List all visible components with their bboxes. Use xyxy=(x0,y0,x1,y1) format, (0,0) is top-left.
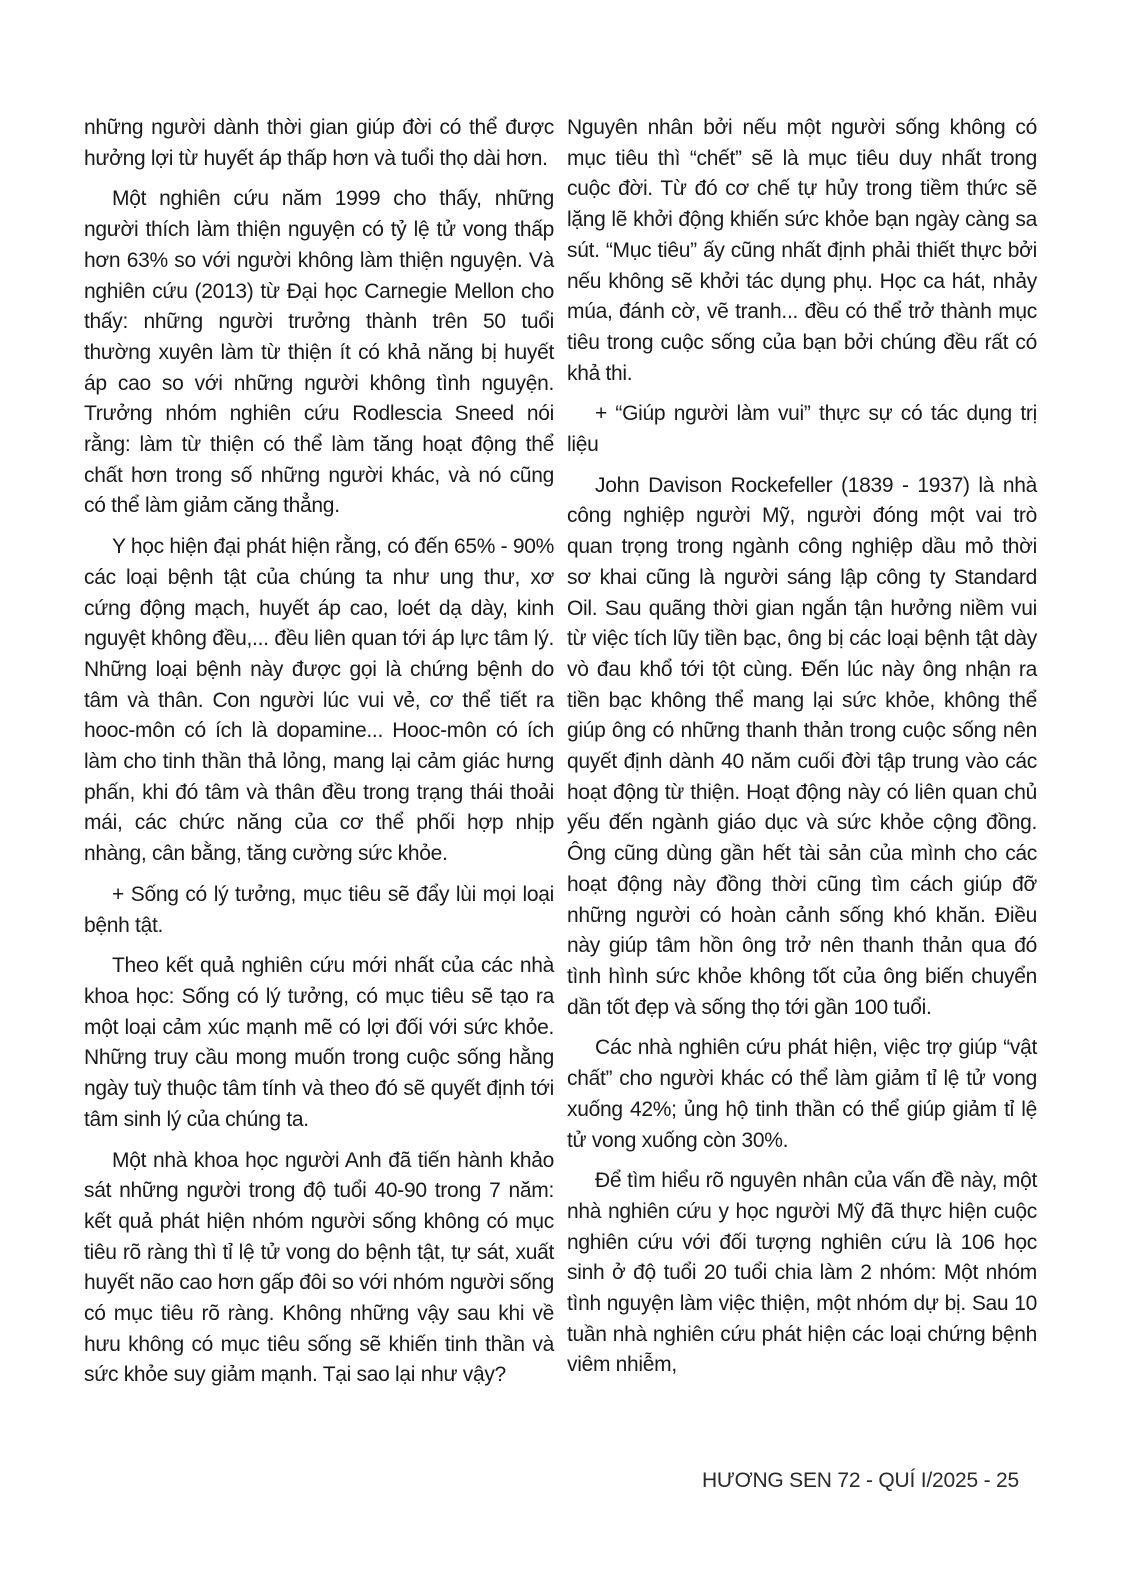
right-column xyxy=(567,113,1037,1391)
section-heading: + Sống có lý tưởng, mục tiêu sẽ đẩy lùi mọi loại bệnh tật. xyxy=(84,882,554,937)
paragraph: John Davison Rockefeller (1839 - 1937) là nhà công nghiệp người Mỹ, người đóng một vai trò quan trọng trong ngành công nghiệp dầu mỏ thời sơ khai cũng là người sáng lập công ty Standard Oil. Sau quãng thời gian ngắn tận hưởng niềm vui từ việc tích lũy tiền bạc, ông bị các loại bệnh tật dày vò đau khổ tới tột cùng. Đến lúc này ông nhận ra tiền bạc không thể mang lại sức khỏe, không thể giúp ông có những thanh thản trong cuộc sống nên quyết định dành 40 năm cuối đời tập trung vào các hoạt động từ thiện. Hoạt động này có liên quan chủ yếu đến ngành giáo dục và sức khỏe cộng đồng. Ông cũng dùng gần hết tài sản của mình cho các hoạt động này đồng thời cũng tìm cách giúp đỡ những người có hoàn cảnh sống khó khăn. Điều này giúp tâm hồn ông trở nên thanh thản qua đó tình hình sức khỏe không tốt của ông biến chuyển dần tốt đẹp và sống thọ tới gần 100 tuổi. xyxy=(567,473,1037,1019)
paragraph: Một nghiên cứu năm 1999 cho thấy, những người thích làm thiện nguyện có tỷ lệ tử vong thấp hơn 63% so với người không làm thiện nguyện. Và nghiên cứu (2013) từ Đại học Carnegie Mellon cho thấy: những người trưởng thành trên 50 tuổi thường xuyên làm từ thiện ít có khả năng bị huyết áp cao so với những người không tình nguyện. Trưởng nhóm nghiên cứu Rodlescia Sneed nói rằng: làm từ thiện có thể làm tăng hoạt động thể chất hơn trong số những người khác, và nó cũng có thể làm giảm căng thẳng. xyxy=(84,187,554,518)
page-footer: HƯƠNG SEN 72 - QUÍ I/2025 - 25 xyxy=(701,1469,1019,1492)
paragraph: Các nhà nghiên cứu phát hiện, việc trợ giúp “vật chất” cho người khác có thể làm giảm tỉ lệ tử vong xuống 42%; ủng hộ tinh thần có thể giúp giảm tỉ lệ tử vong xuống còn 30%. xyxy=(567,1036,1037,1152)
paragraph: Một nhà khoa học người Anh đã tiến hành khảo sát những người trong độ tuổi 40-90 trong 7 năm: kết quả phát hiện nhóm người sống không có mục tiêu rõ ràng thì tỉ lệ tử vong do bệnh tật, tự sát, xuất huyết não cao hơn gấp đôi so với nhóm người sống có mục tiêu rõ ràng. Không những vậy sau khi về hưu không có mục tiêu sống sẽ khiến tinh thần và sức khỏe suy giảm mạnh. Tại sao lại như vậy? xyxy=(84,1148,554,1387)
paragraph: Để tìm hiểu rõ nguyên nhân của vấn đề này, một nhà nghiên cứu y học người Mỹ đã thực hiện cuộc nghiên cứu với đối tượng nghiên cứu là 106 học sinh ở độ tuổi 20 tuổi chia làm 2 nhóm: Một nhóm tình nguyện làm việc thiện, một nhóm dự bị. Sau 10 tuần nhà nghiên cứu phát hiện các loại chứng bệnh viêm nhiễm, xyxy=(567,1169,1037,1377)
paragraph: những người dành thời gian giúp đời có thể được hưởng lợi từ huyết áp thấp hơn và tuổi thọ dài hơn. xyxy=(84,116,554,170)
paragraph: Y học hiện đại phát hiện rằng, có đến 65% - 90% các loại bệnh tật của chúng ta như ung thư, xơ cứng động mạch, huyết áp cao, loét dạ dày, kinh nguyệt không đều,... đều liên quan tới áp lực tâm lý. Những loại bệnh này được gọi là chứng bệnh do tâm và thân. Con người lúc vui vẻ, cơ thể tiết ra hooc-môn có ích là dopamine... Hooc-môn có ích làm cho tinh thần thả lỏng, mang lại cảm giác hưng phấn, khi đó tâm và thân đều trong trạng thái thoải mái, các chức năng của cơ thể phối hợp nhịp nhàng, cân bằng, tăng cường sức khỏe. xyxy=(84,535,555,866)
paragraph: Theo kết quả nghiên cứu mới nhất của các nhà khoa học: Sống có lý tưởng, có mục tiêu sẽ tạo ra một loại cảm xúc mạnh mẽ có lợi đối với sức khỏe. Những truy cầu mong muốn trong cuộc sống hằng ngày tuỳ thuộc tâm tính và theo đó sẽ quyết định tới tâm sinh lý của chúng ta. xyxy=(84,954,554,1131)
paragraph: Nguyên nhân bởi nếu một người sống không có mục tiêu thì “chết” sẽ là mục tiêu duy nhất trong cuộc đời. Từ đó cơ chế tự hủy trong tiềm thức sẽ lặng lẽ khởi động khiến sức khỏe bạn ngày càng sa sút. “Mục tiêu” ấy cũng nhất định phải thiết thực bởi nếu không sẽ khởi tác dụng phụ. Học ca hát, nhảy múa, đánh cờ, vẽ tranh... đều có thể trở thành mục tiêu trong cuộc sống của bạn bởi chúng đều rất có khả thi. xyxy=(567,116,1037,385)
left-column xyxy=(84,113,554,1401)
section-heading: + “Giúp người làm vui” thực sự có tác dụng trị liệu xyxy=(567,402,1037,457)
